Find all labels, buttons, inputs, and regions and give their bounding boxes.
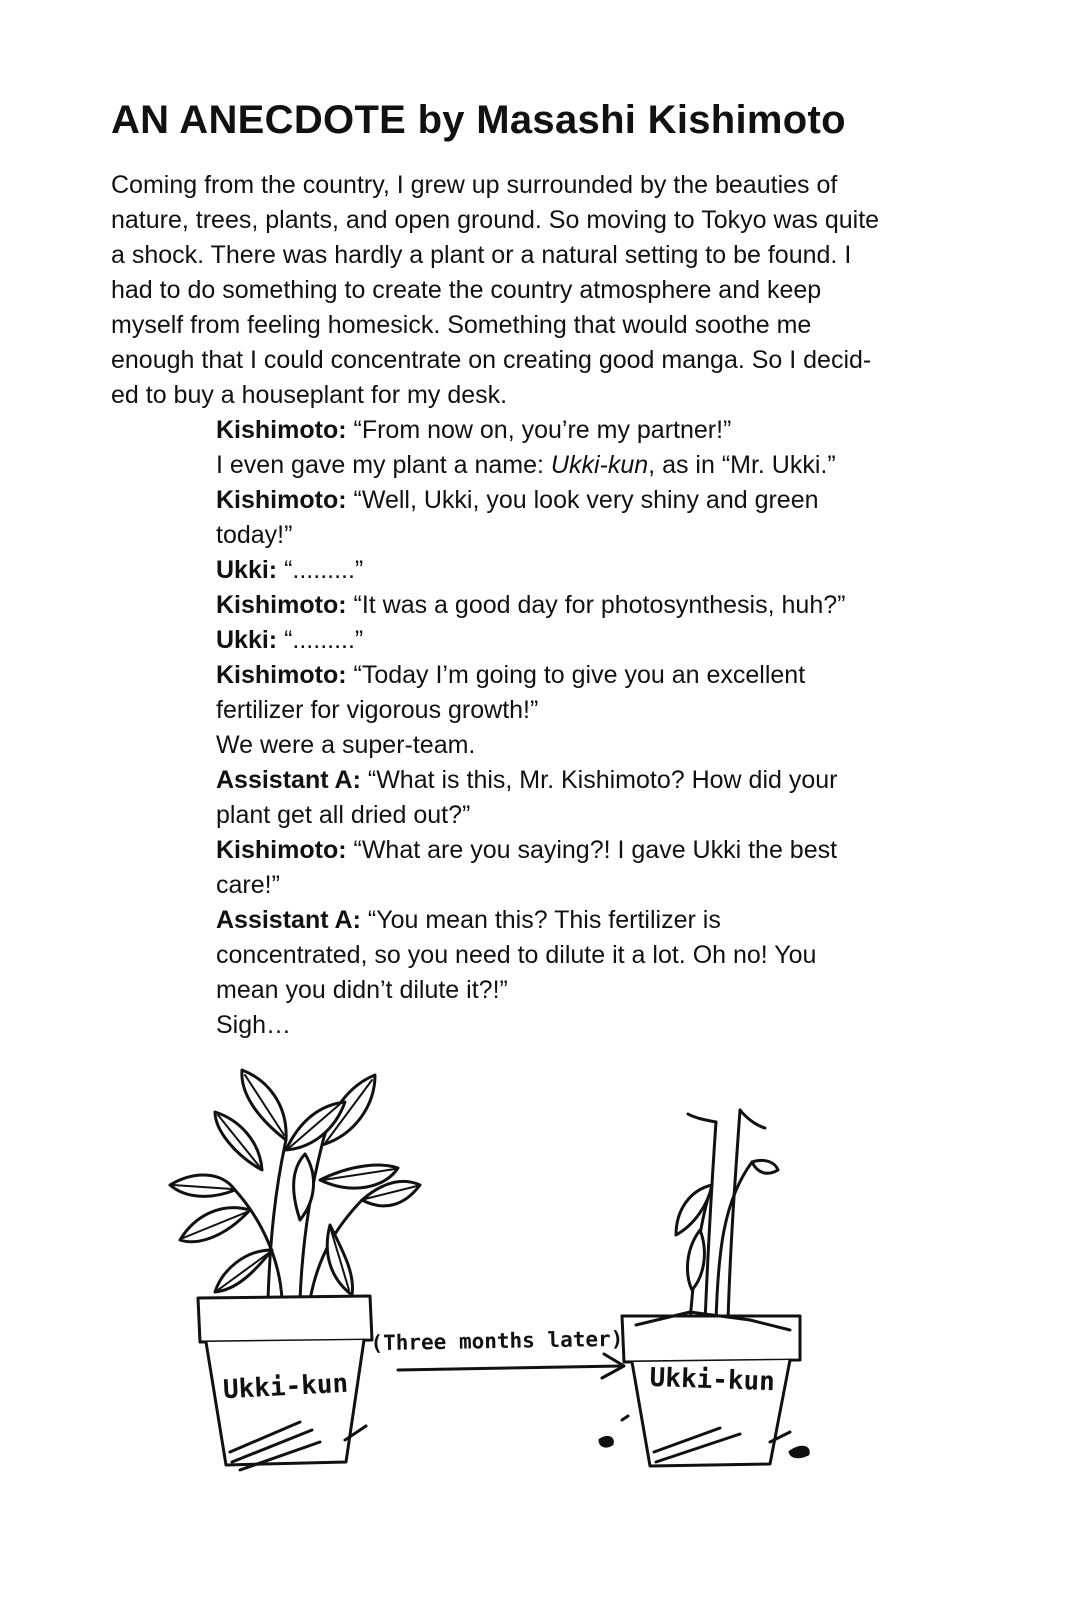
dialog-line xyxy=(216,728,936,763)
dialog-text: concentrated, so you need to dilute it a lot. Oh no! You xyxy=(216,941,817,969)
intro-line: myself from feeling homesick. Something that would soothe me xyxy=(111,311,812,339)
dialog-line xyxy=(216,903,936,938)
speaker-name: Assistant A: xyxy=(216,906,361,934)
plant-name-italic: Ukki-kun xyxy=(550,451,649,479)
dialog-text: “From now on, you’re my partner!” xyxy=(346,416,732,444)
intro-line: ed to buy a houseplant for my desk. xyxy=(111,381,508,409)
speaker-name: Ukki: xyxy=(216,626,278,654)
dialog-line xyxy=(216,798,936,833)
dialog-text: “Today I’m going to give you an excellent xyxy=(346,661,806,689)
arrow-caption: (Three months later) xyxy=(370,1326,624,1356)
healthy-plant-drawing xyxy=(170,1070,420,1470)
dialog-block xyxy=(216,413,936,1043)
withered-plant-drawing xyxy=(600,1110,808,1466)
intro-line: had to do something to create the country atmosphere and keep xyxy=(111,276,822,304)
plant-illustration xyxy=(0,1050,1066,1600)
speaker-name: Kishimoto: xyxy=(216,486,347,514)
dialog-line xyxy=(216,973,936,1008)
intro-line: a shock. There was hardly a plant or a natural setting to be found. I xyxy=(111,241,852,269)
dialog-line xyxy=(216,413,936,448)
dialog-text: , as in “Mr. Ukki.” xyxy=(648,451,836,479)
dialog-line xyxy=(216,693,936,728)
dialog-line xyxy=(216,868,936,903)
dialog-line xyxy=(216,623,936,658)
withered-plant-leaves xyxy=(676,1160,778,1290)
dialog-text: I even gave my plant a name: xyxy=(216,451,551,479)
dialog-line xyxy=(216,518,936,553)
dialog-line xyxy=(216,763,936,798)
speaker-name: Kishimoto: xyxy=(216,416,347,444)
dialog-text: “Well, Ukki, you look very shiny and green xyxy=(346,486,819,514)
intro-line: Coming from the country, I grew up surrounded by the beauties of xyxy=(111,171,838,199)
dialog-text: “.........” xyxy=(277,626,364,654)
dialog-text: “.........” xyxy=(277,556,364,584)
speaker-name: Ukki: xyxy=(216,556,278,584)
dialog-line xyxy=(216,833,936,868)
withered-plant-stems xyxy=(688,1110,765,1322)
pot-label-left: Ukki-kun xyxy=(222,1368,349,1406)
pot-label-right: Ukki-kun xyxy=(649,1362,776,1398)
dialog-text: fertilizer for vigorous growth!” xyxy=(216,696,539,724)
healthy-plant-leaves xyxy=(170,1070,420,1295)
speaker-name: Kishimoto: xyxy=(216,836,347,864)
dialog-text: “It was a good day for photosynthesis, huh?” xyxy=(346,591,846,619)
speaker-name: Kishimoto: xyxy=(216,661,347,689)
dialog-text: Sigh… xyxy=(216,1011,292,1039)
dialog-text: “What are you saying?! I gave Ukki the best xyxy=(346,836,838,864)
dialog-line xyxy=(216,448,936,483)
speaker-name: Kishimoto: xyxy=(216,591,347,619)
dialog-text: today!” xyxy=(216,521,293,549)
dialog-line xyxy=(216,588,936,623)
dialog-text: care!” xyxy=(216,871,280,899)
intro-line: enough that I could concentrate on creating good manga. So I decid- xyxy=(111,346,872,374)
dialog-line xyxy=(216,1008,936,1043)
dialog-line xyxy=(216,483,936,518)
dialog-line xyxy=(216,938,936,973)
dialog-text: We were a super-team. xyxy=(216,731,476,759)
dialog-text: “What is this, Mr. Kishimoto? How did your xyxy=(360,766,838,794)
dialog-text: plant get all dried out?” xyxy=(216,801,471,829)
dialog-line xyxy=(216,553,936,588)
dialog-text: “You mean this? This fertilizer is xyxy=(360,906,721,934)
page-title: AN ANECDOTE by Masashi Kishimoto xyxy=(111,98,846,142)
speaker-name: Assistant A: xyxy=(216,766,361,794)
dialog-line xyxy=(216,658,936,693)
intro-paragraph xyxy=(111,168,941,413)
intro-line: nature, trees, plants, and open ground. So moving to Tokyo was quite xyxy=(111,206,880,234)
time-arrow xyxy=(398,1354,624,1378)
dialog-text: mean you didn’t dilute it?!” xyxy=(216,976,508,1004)
